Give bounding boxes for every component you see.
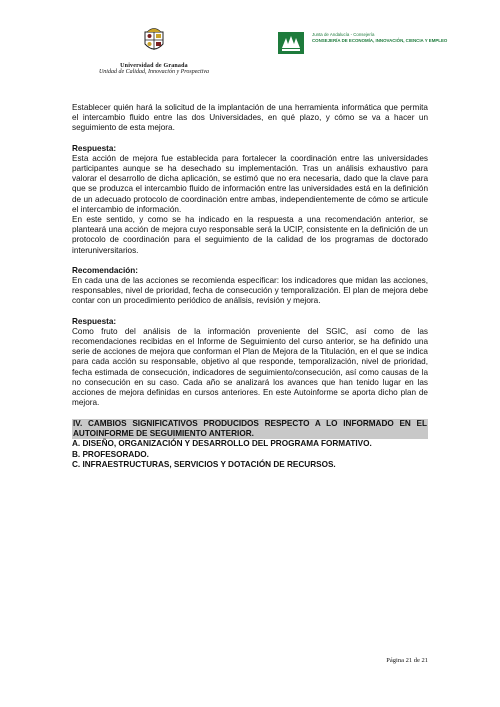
university-logo — [94, 26, 214, 75]
respuesta-paragraph-3: Como fruto del análisis de la información proveniente del SGIC, así como de las recomendaciones recibidas en el Informe de Seguimiento del curso anterior, se ha definido una serie de acciones de mejora que conforman el Plan de Mejora de la Titulación, en el que se indica para cada acción su responsable, objetivo al que responde, temporalización, nivel de prioridad, fecha estimada de consecución, indicadores de seguimiento/consecución, así como causas de la no consecución en su caso. Cada año se analizará los avances que han tenido lugar en las acciones de mejora definidas en cursos anteriores. En este Autoinforme se aporta dicho plan de mejora. — [72, 326, 428, 408]
document-body — [72, 103, 428, 470]
intro-paragraph: Establecer quién hará la solicitud de la implantación de una herramienta informática que permita el intercambio fluido entre las dos Universidades, en qué plazo, y cómo se va a hacer un seguimiento de esta mejora. — [72, 103, 428, 133]
recomendacion-heading: Recomendación: — [72, 265, 138, 275]
university-crest-icon — [141, 26, 167, 56]
page-header — [0, 26, 500, 86]
junta-text — [312, 32, 462, 44]
subsection-c: C. INFRAESTRUCTURAS, SERVICIOS Y DOTACIÓN DE RECURSOS. — [72, 459, 336, 469]
recomendacion-paragraph: En cada una de las acciones se recomienda especificar: los indicadores que midan las acciones, responsables, nivel de prioridad, fecha de consecución y temporalización. El plan de mejora debe contar con un procedimiento periódico de análisis, revisión y mejora. — [72, 276, 428, 306]
university-name: Universidad de Granada — [120, 63, 188, 69]
junta-line-1: Junta de Andalucía - Consejería — [312, 32, 375, 37]
junta-line-2: CONSEJERÍA DE ECONOMÍA, INNOVACIÓN, CIENCIA Y EMPLEO — [312, 38, 448, 43]
subsection-a: A. DISEÑO, ORGANIZACIÓN Y DESARROLLO DEL PROGRAMA FORMATIVO. — [72, 439, 372, 449]
respuesta-paragraph-1: Esta acción de mejora fue establecida para fortalecer la coordinación entre las universidades participantes aunque se ha desechado su implementación. Tras un análisis exhaustivo para valorar el desarrollo de dicha aplicación, se estimó que no era necesaria, dado que la clave para que se produzca el intercambio fluido de información entre las universidades está en la definición de un adecuado protocolo de coordinación entre ambas, independientemente de cómo se articule el intercambio de información. — [72, 153, 428, 214]
subsection-b: B. PROFESORADO. — [72, 449, 149, 459]
university-unit: Unidad de Calidad, Innovación y Prospectiva — [98, 69, 210, 75]
junta-emblem-icon — [278, 32, 304, 54]
respuesta-heading-1: Respuesta: — [72, 143, 117, 153]
page-number: Página 21 de 21 — [386, 657, 428, 664]
respuesta-paragraph-2: En este sentido, y como se ha indicado en la respuesta a una recomendación anterior, se planteará una acción de mejora cuyo responsable será la UCIP, consistente en la definición de un protocolo de coordinación para el seguimiento de la calidad de los programas de doctorado interuniversitarios. — [72, 215, 428, 255]
respuesta-heading-2: Respuesta: — [72, 316, 117, 326]
section-iv-heading: IV. CAMBIOS SIGNIFICATIVOS PRODUCIDOS RESPECTO A LO INFORMADO EN EL AUTOINFORME DE SEGUIMIENTO ANTERIOR. — [73, 419, 427, 439]
